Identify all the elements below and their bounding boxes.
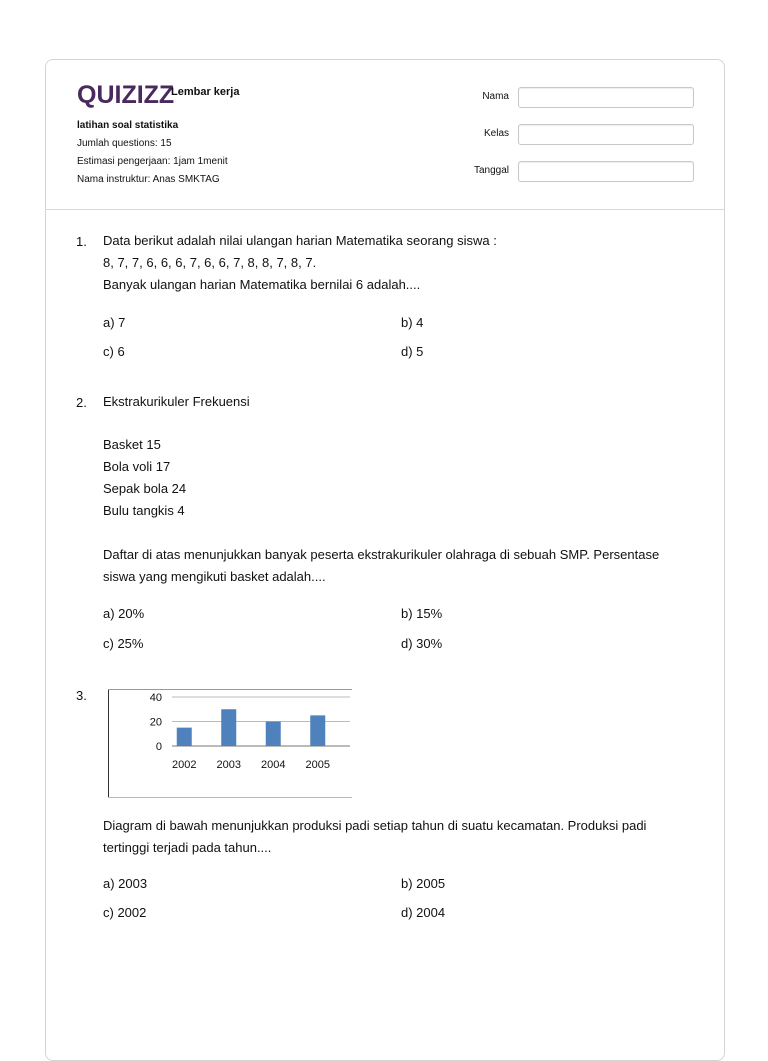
question-text: 8, 7, 7, 6, 6, 6, 7, 6, 6, 7, 8, 8, 7, 8, 7. (103, 255, 317, 270)
option-b[interactable]: b) 4 (401, 315, 424, 330)
question-count: Jumlah questions: 15 (77, 138, 172, 149)
y-tick-label: 20 (149, 716, 162, 729)
option-b[interactable]: b) 15% (401, 606, 443, 621)
name-label: Nama (482, 91, 509, 102)
worksheet-type: Lembar kerja (171, 86, 240, 98)
y-tick-label: 0 (155, 741, 162, 753)
option-d[interactable]: d) 30% (401, 636, 443, 651)
class-label: Kelas (483, 128, 509, 139)
x-tick-label: 2004 (261, 759, 286, 771)
question-text: Daftar di atas menunjukkan banyak peserta ekstrakurikuler olahraga di sebuah SMP. Persentase (103, 547, 660, 562)
bar-2005 (310, 715, 325, 746)
bar-2003 (221, 709, 236, 746)
worksheet-title: latihan soal statistika (77, 120, 179, 131)
rice-production-bar-chart (108, 689, 352, 798)
question-text: Bola voli 17 (103, 459, 171, 474)
question-number: 2. (76, 395, 87, 410)
question-text: Banyak ulangan harian Matematika bernilai 6 adalah.... (103, 277, 421, 292)
quizizz-logo: QUIZIZZ (77, 81, 175, 109)
x-tick-label: 2003 (216, 759, 241, 771)
option-b[interactable]: b) 2005 (401, 876, 446, 891)
bar-2004 (266, 722, 281, 747)
question-text: Data berikut adalah nilai ulangan harian Matematika seorang siswa : (103, 233, 497, 248)
question-number: 3. (76, 688, 87, 703)
name-field[interactable] (518, 87, 694, 108)
option-a[interactable]: a) 7 (103, 315, 126, 330)
option-c[interactable]: c) 6 (103, 344, 125, 359)
x-tick-label: 2005 (305, 759, 330, 771)
question-number: 1. (76, 234, 87, 249)
date-label: Tanggal (473, 165, 509, 176)
question-text: Bulu tangkis 4 (103, 503, 185, 518)
worksheet-header (46, 60, 724, 210)
question-text: tertinggi terjadi pada tahun.... (103, 840, 272, 855)
bar-2002 (177, 728, 192, 746)
question-text: Basket 15 (103, 437, 161, 452)
option-d[interactable]: d) 2004 (401, 905, 446, 920)
question-text: Diagram di bawah menunjukkan produksi padi setiap tahun di suatu kecamatan. Produksi padi (103, 818, 647, 833)
x-tick-label: 2002 (172, 759, 197, 771)
date-field[interactable] (518, 161, 694, 182)
option-c[interactable]: c) 25% (103, 636, 144, 651)
y-tick-label: 40 (149, 692, 162, 704)
option-c[interactable]: c) 2002 (103, 905, 147, 920)
question-text: siswa yang mengikuti basket adalah.... (103, 569, 326, 584)
question-text: Ekstrakurikuler Frekuensi (103, 394, 250, 409)
time-estimate: Estimasi pengerjaan: 1jam 1menit (77, 156, 228, 167)
option-d[interactable]: d) 5 (401, 344, 424, 359)
question-text: Sepak bola 24 (103, 481, 187, 496)
option-a[interactable]: a) 20% (103, 606, 145, 621)
instructor-name: Nama instruktur: Anas SMKTAG (77, 174, 220, 185)
option-a[interactable]: a) 2003 (103, 876, 148, 891)
class-field[interactable] (518, 124, 694, 145)
